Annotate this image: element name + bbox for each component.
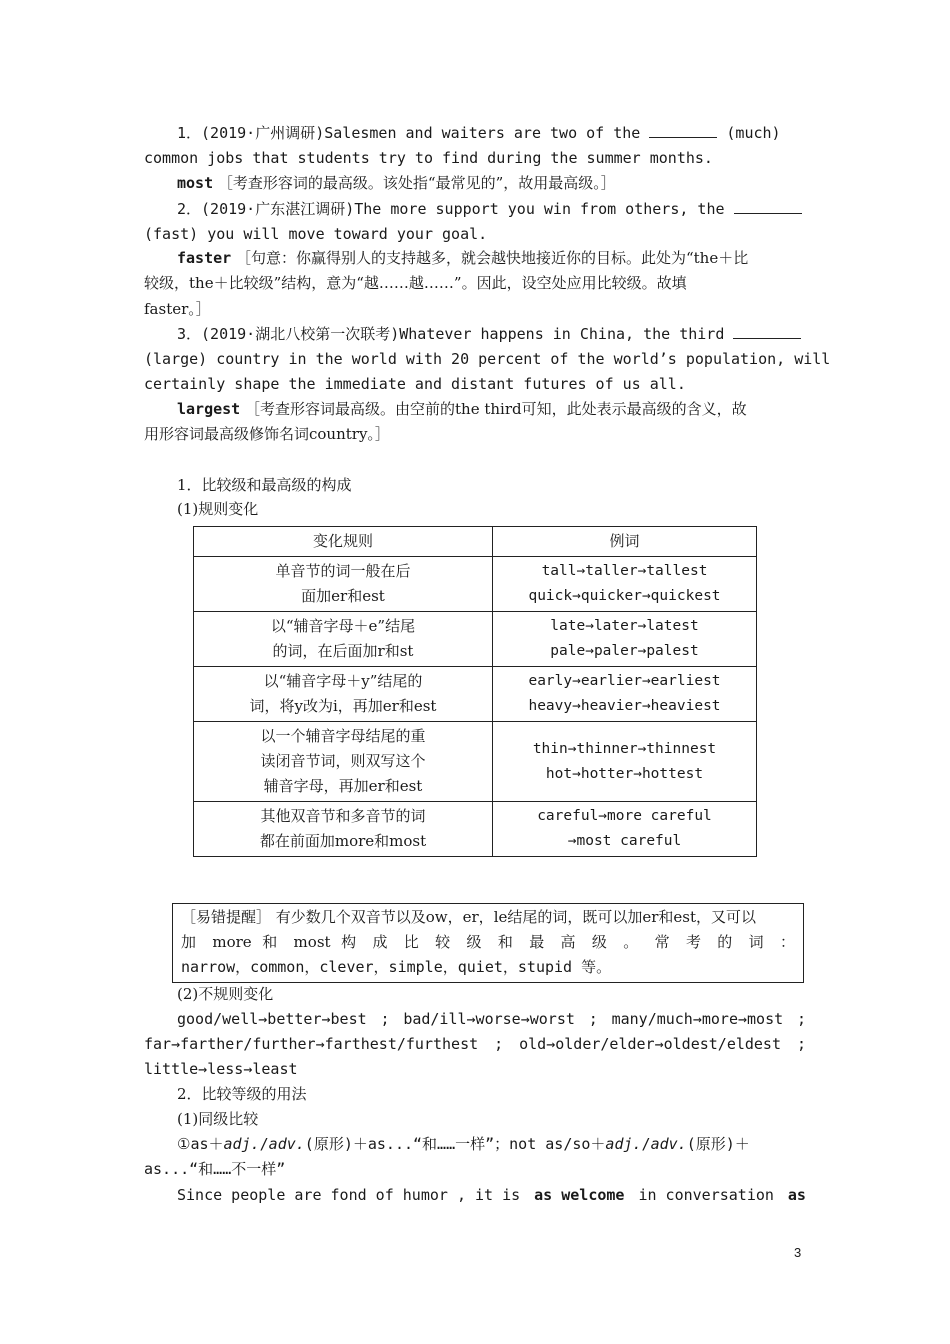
regular-change-table [193, 526, 757, 857]
q2-blank [734, 201, 802, 214]
table-header-row [194, 527, 757, 557]
q2-explain2: 较级，the＋比较级”结构，意为“越……越……”。因此，设空处应用比较级。故填 [144, 274, 687, 292]
table-row [194, 557, 757, 612]
note-line1: ［易错提醒］ 有少数几个双音节以及ow，er，le结尾的词，既可以加er和est，又可以 [181, 908, 757, 926]
same-level-rule: ①as＋adj./adv.(原形)＋as...“和……一样”；not as/so＋adj./adv.(原形)＋ [177, 1135, 750, 1153]
example-cell: careful→more careful →most careful [493, 802, 757, 857]
q3-line2: (large) country in the world with 20 percent of the world’s population, will [144, 350, 831, 368]
q1-line1 [177, 123, 806, 143]
q3-explain1: ［考查形容词最高级。由空前的the third可知，此处表示最高级的含义，故 [245, 400, 747, 418]
rule-cell: 以“辅音字母＋y”结尾的 词，将y改为i，再加er和est [194, 667, 493, 722]
section1-sub2: (2)不规则变化 [177, 985, 274, 1003]
example-cell: thin→thinner→thinnest hot→hotter→hottest [493, 722, 757, 802]
q2-explain1: ［句意：你赢得别人的支持越多，就会越快地接近你的目标。此处为“the＋比 [235, 249, 749, 267]
q1-text: 1．(2019·广州调研)Salesmen and waiters are two of the [177, 124, 641, 142]
note-line3: narrow，common，clever，simple，quiet，stupid 等。 [181, 958, 612, 976]
table-header-rule: 变化规则 [194, 527, 493, 557]
q1-blank [649, 125, 717, 138]
q2-answer: faster [177, 249, 232, 267]
example-cell: late→later→latest pale→paler→palest [493, 612, 757, 667]
table-row [194, 667, 757, 722]
q3-text: 3．(2019·湖北八校第一次联考)Whatever happens in China, the third [177, 325, 725, 343]
q2-line2: (fast) you will move toward your goal. [144, 225, 488, 243]
table-row [194, 722, 757, 802]
q3-explain2: 用形容词最高级修饰名词country。］ [144, 425, 390, 443]
q2-line1 [177, 199, 806, 219]
q2-text: 2．(2019·广东湛江调研)The more support you win from others, the [177, 200, 725, 218]
rule-cell: 以一个辅音字母结尾的重 读闭音节词，则双写这个 辅音字母，再加er和est [194, 722, 493, 802]
q3-line3: certainly shape the immediate and distant futures of us all. [144, 375, 686, 393]
q1-answer: most [177, 174, 214, 192]
q1-answer-line [177, 173, 806, 193]
q1-line2: common jobs that students try to find during the summer months. [144, 149, 713, 167]
q3-blank [733, 326, 801, 339]
rule-cell: 单音节的词一般在后 面加er和est [194, 557, 493, 612]
page-number: 3 [794, 1245, 802, 1260]
example-sentence: Since people are fond of humor , it is as welcome in conversation as [177, 1186, 806, 1204]
note-line2: 加 more 和 most 构 成 比 较 级 和 最 高 级 。 常 考 的 词 ： [181, 933, 795, 951]
table-row [194, 802, 757, 857]
rule-cell: 以“辅音字母＋e”结尾 的词，在后面加r和st [194, 612, 493, 667]
q1-hint: (much) [726, 124, 781, 142]
example-cell: early→earlier→earliest heavy→heavier→heaviest [493, 667, 757, 722]
example-cell: tall→taller→tallest quick→quicker→quickest [493, 557, 757, 612]
same-level-rule-line2: as...“和……不一样” [144, 1160, 286, 1178]
irregular-line1: good/well→better→best ; bad/ill→worse→worst ; many/much→more→most ; [177, 1010, 806, 1028]
section1-title: 1．比较级和最高级的构成 [177, 476, 352, 494]
error-reminder-box [172, 903, 804, 983]
section1-sub1: (1)规则变化 [177, 500, 259, 518]
irregular-line3: little→less→least [144, 1060, 298, 1078]
irregular-line2: far→farther/further→farthest/furthest ; old→older/elder→oldest/eldest ; [144, 1035, 806, 1053]
rule-cell: 其他双音节和多音节的词 都在前面加more和most [194, 802, 493, 857]
q3-line1 [177, 324, 806, 344]
q2-answer-line [177, 248, 806, 268]
table-row [194, 612, 757, 667]
section2-sub1: (1)同级比较 [177, 1110, 259, 1128]
table-header-examples: 例词 [493, 527, 757, 557]
q3-answer-line [177, 399, 806, 419]
q3-answer: largest [177, 400, 241, 418]
q2-explain3: faster。］ [144, 300, 211, 318]
section2-title: 2．比较等级的用法 [177, 1085, 307, 1103]
q1-explain: ［考查形容词的最高级。该处指“最常见的”，故用最高级。］ [217, 174, 616, 192]
